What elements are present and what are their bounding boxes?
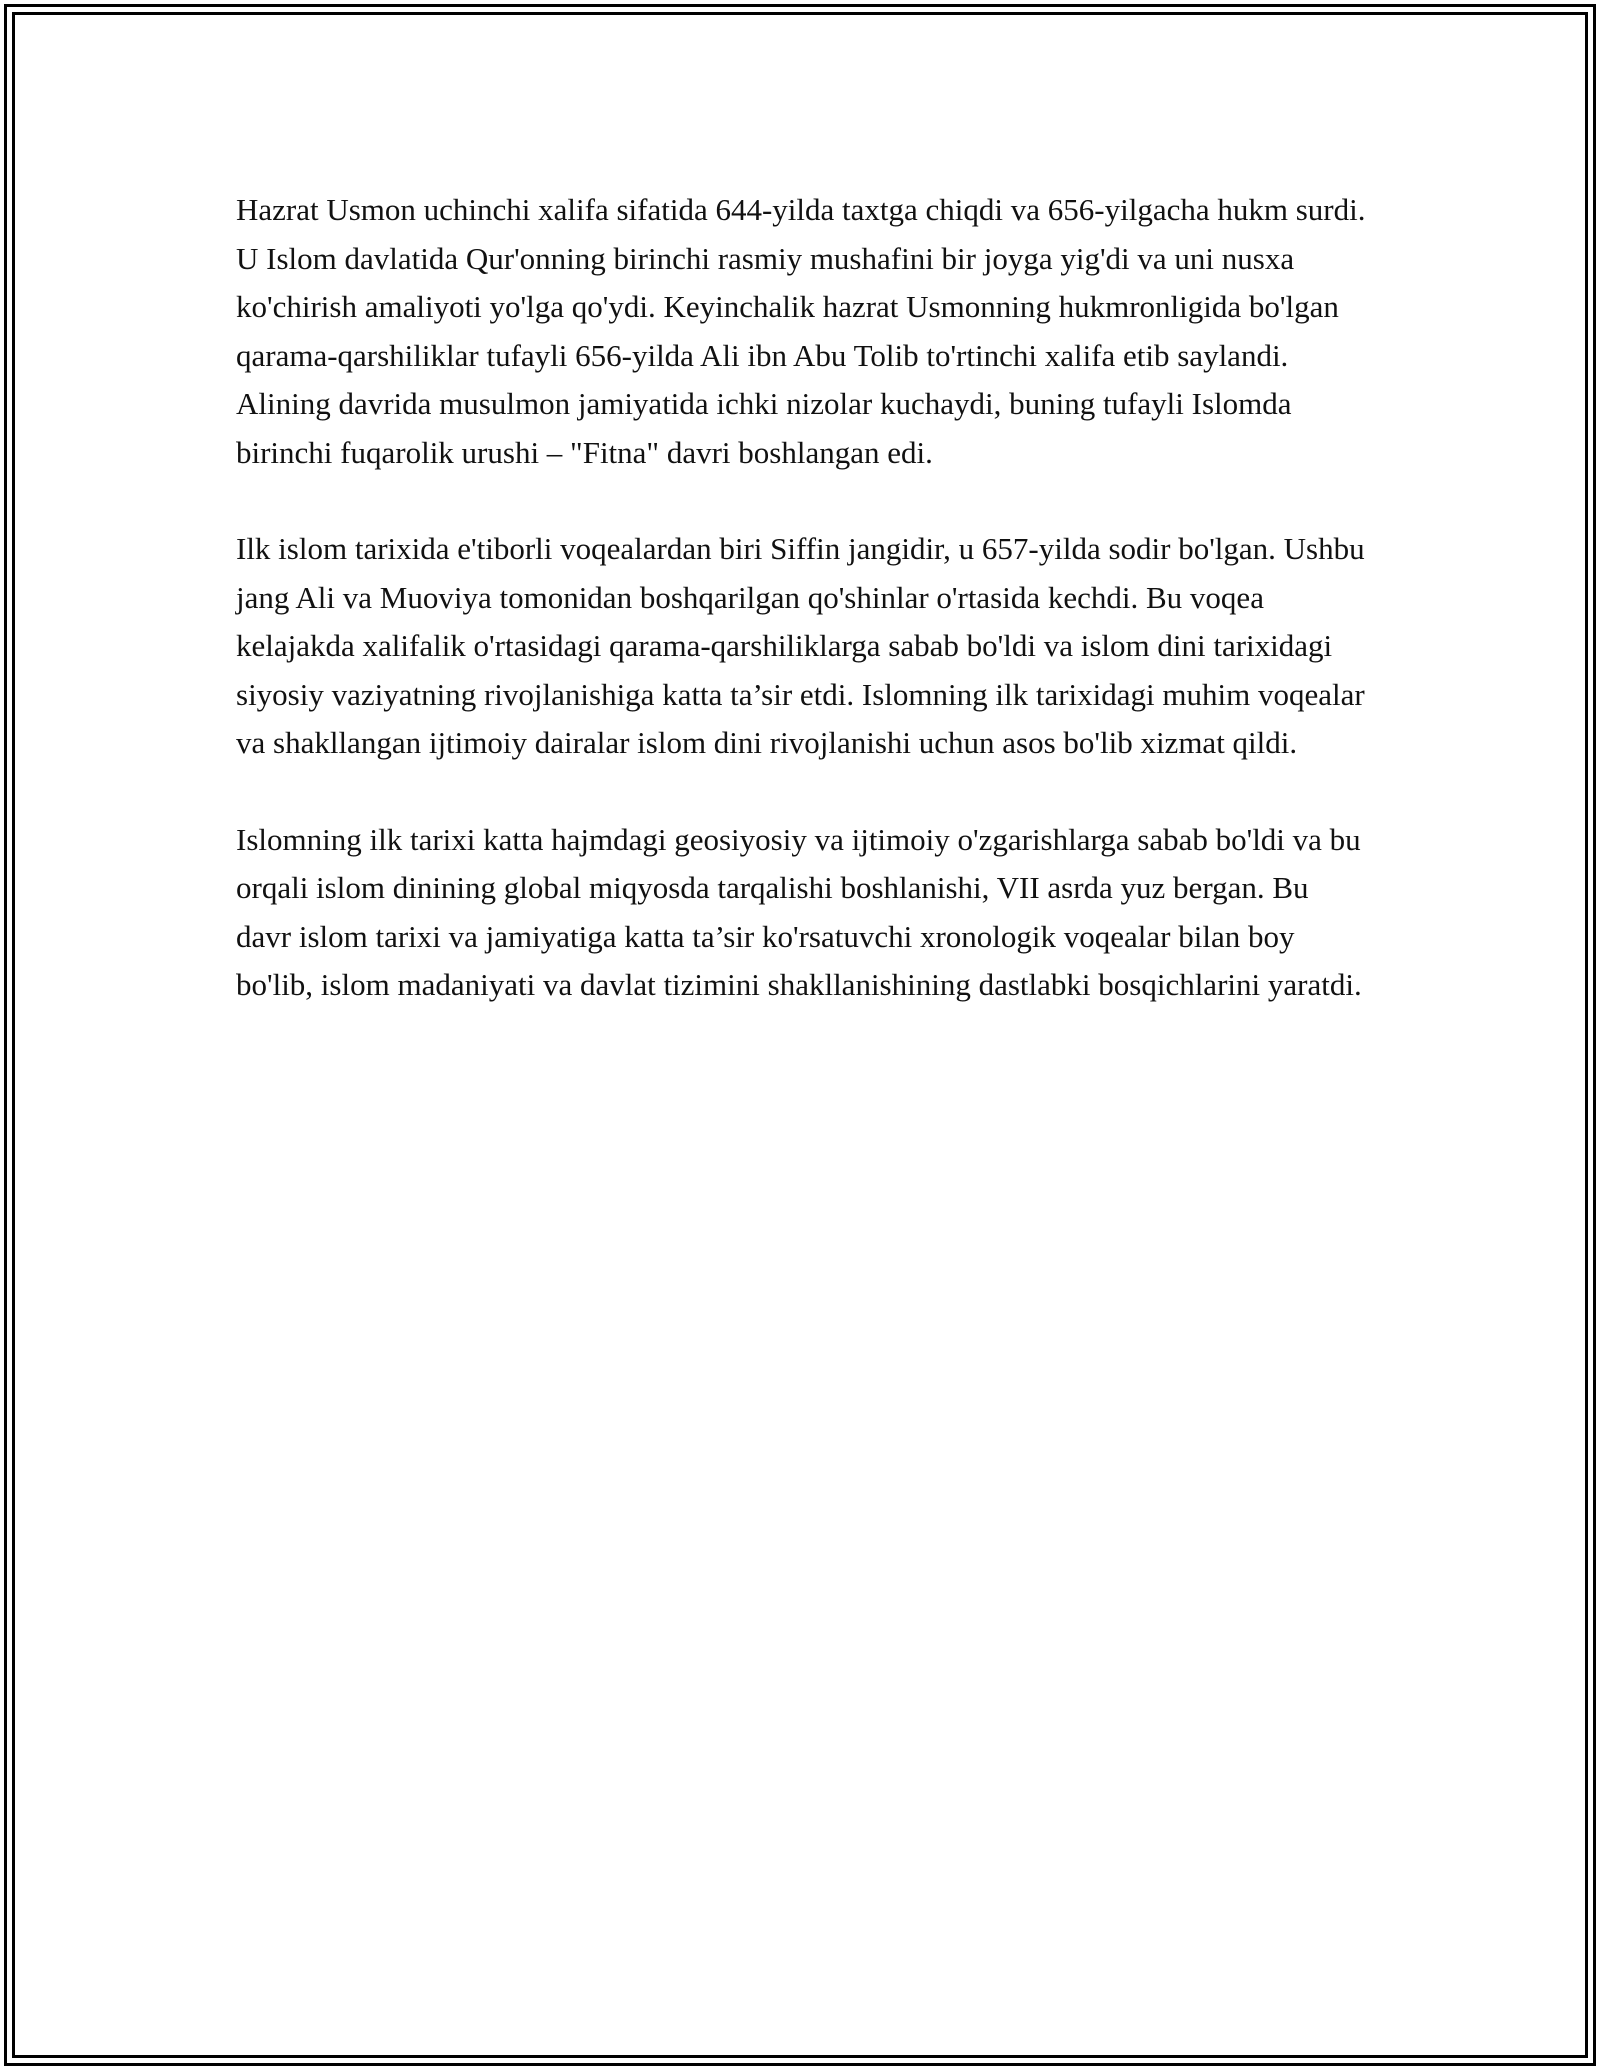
paragraph-3: Islomning ilk tarixi katta hajmdagi geosiyosiy va ijtimoiy o'zgarishlarga sabab bo'ldi va bu orqali islom dinining global miqyosda tarqalishi boshlanishi, VII asrda yuz bergan. Bu davr islom tarixi va jamiyatiga katta ta’sir ko'rsatuvchi xronologik voqealar bilan boy bo'lib, islom madaniyati va davlat tizimini shakllanishining dastlabki bosqichlarini yaratdi.: [236, 821, 1362, 1002]
paragraph-2: Ilk islom tarixida e'tiborli voqealardan biri Siffin jangidir, u 657-yilda sodir bo'lgan. Ushbu jang Ali va Muoviya tomonidan boshqarilgan qo'shinlar o'rtasida kechdi. Bu voqea kelajakda xalifalik o'rtasidagi qarama-qarshiliklarga sabab bo'ldi va islom dini tarixidagi siyosiy vaziyatning rivojlanishiga katta ta’sir etdi. Islomning ilk tarixidagi muhim voqealar va shakllangan ijtimoiy dairalar islom dini rivojlanishi uchun asos bo'lib xizmat qildi.: [236, 531, 1365, 760]
paragraph-1: Hazrat Usmon uchinchi xalifa sifatida 644-yilda taxtga chiqdi va 656-yilgacha hukm surdi. U Islom davlatida Qur'onning birinchi rasmiy mushafini bir joyga yig'di va uni nusxa ko'chirish amaliyoti yo'lga qo'ydi. Keyinchalik hazrat Usmonning hukmronligida bo'lgan qarama-qarshiliklar tufayli 656-yilda Ali ibn Abu Tolib to'rtinchi xalifa etib saylandi. Alining davrida musulmon jamiyatida ichki nizolar kuchaydi, buning tufayli Islomda birinchi fuqarolik urushi – "Fitna" davri boshlangan edi.: [236, 192, 1366, 470]
document-body: [236, 186, 1366, 1058]
